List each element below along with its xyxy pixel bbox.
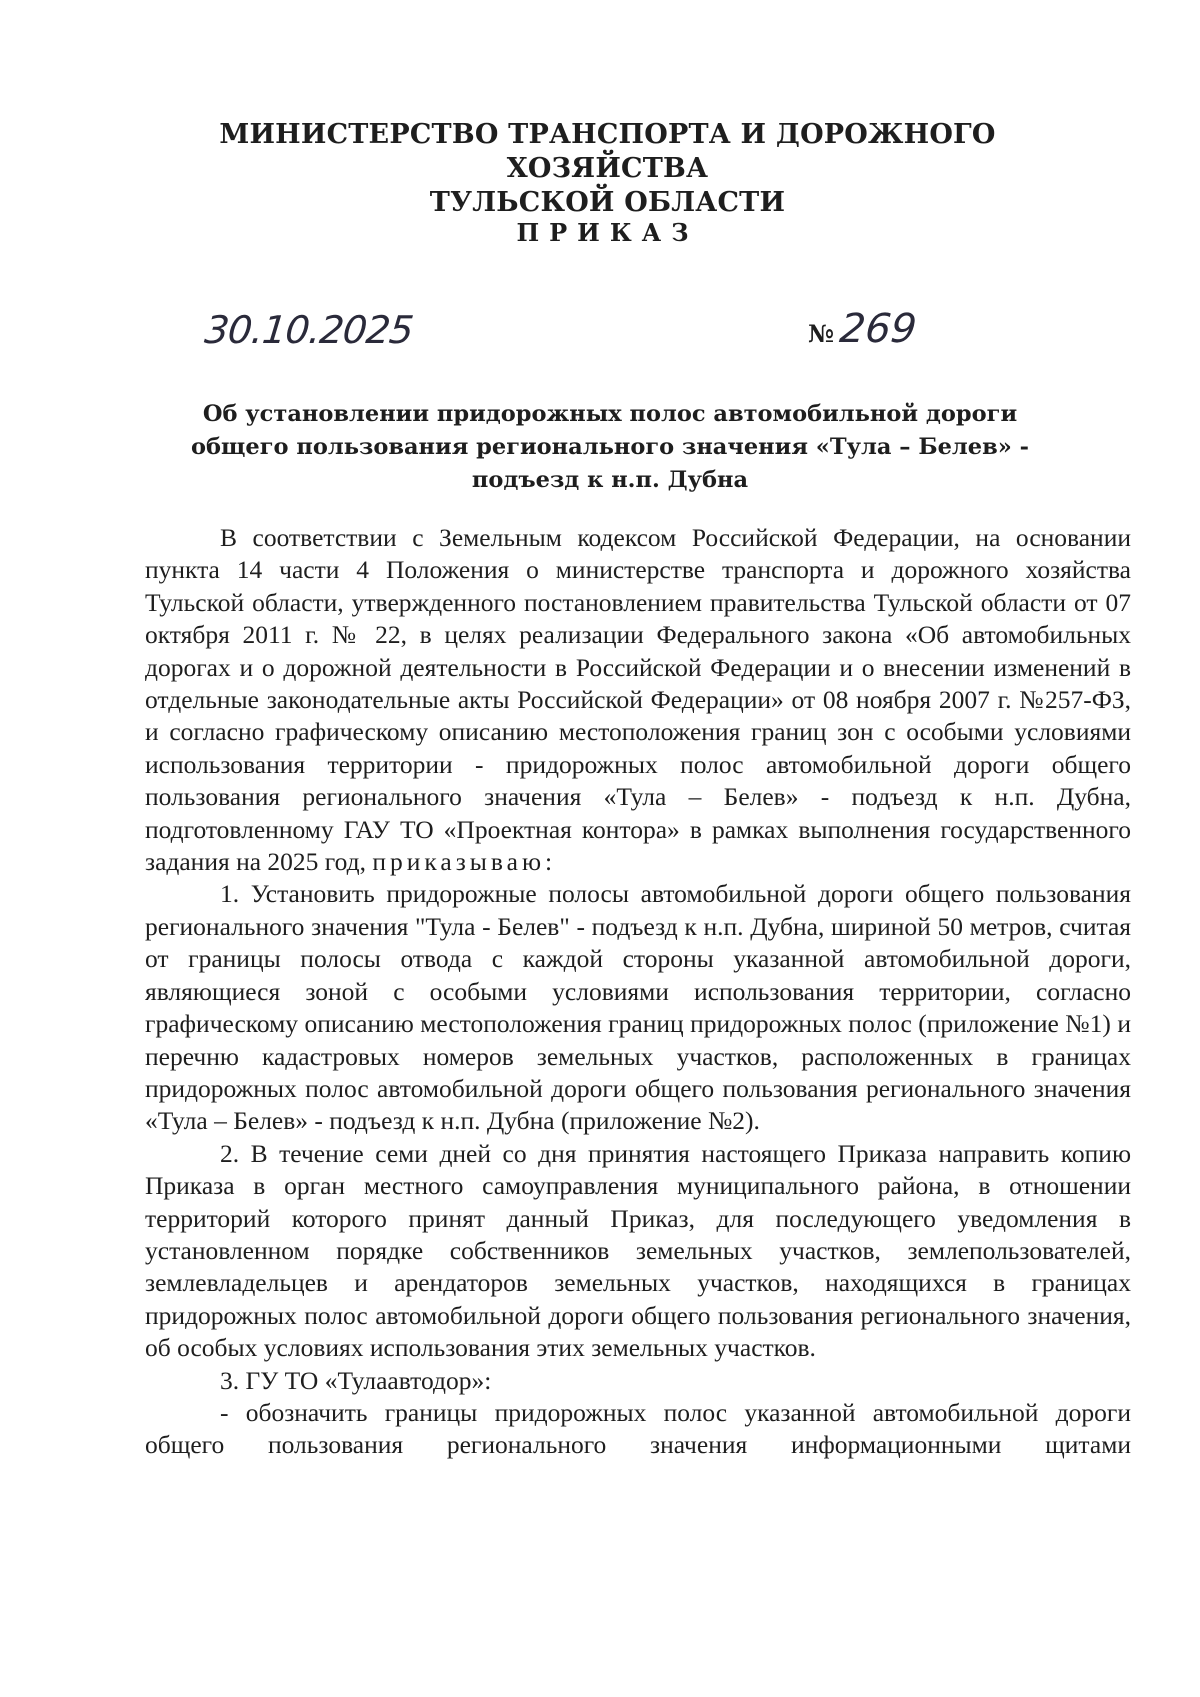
number-value: 269 — [837, 306, 919, 352]
ministry-line-2: ТУЛЬСКОЙ ОБЛАСТИ — [429, 187, 786, 218]
order-title: Об установлении придорожных полос автомобильной дороги общего пользования регионального значения «Тула – Белев» - подъезд к н.п. Дубна — [191, 401, 1029, 493]
preamble-paragraph — [145, 522, 1131, 878]
number-sign: № — [808, 319, 835, 348]
order-number — [808, 306, 919, 352]
item-3: 3. ГУ ТО «Тулаавтодор»: — [220, 1365, 492, 1395]
item-1: 1. Установить придорожные полосы автомобильной дороги общего пользования регионального значения "Тула - Белев" - подъезд к н.п. Дубна, шириной 50 метров, считая от границы полосы отвода с каждой стороны указанной автомобильной дороги, являющиеся зоной с особыми условиями использования территории, согласно графическому описанию местоположения границ придорожных полос (приложение №1) и перечню кадастровых номеров земельных участков, расположенных в границах придорожных полос автомобильной дороги общего пользования регионального значения «Тула – Белев» - подъезд к н.п. Дубна (приложение №2). — [145, 879, 1131, 1136]
order-body — [145, 522, 1131, 1462]
item-3-sub: - обозначить границы придорожных полос указанной автомобильной дороги общего пользования регионального значения информационными щитами — [145, 1397, 1131, 1460]
ministry-line-1: МИНИСТЕРСТВО ТРАНСПОРТА И ДОРОЖНОГО ХОЗЯЙСТВА — [219, 119, 996, 184]
preamble-text: В соответствии с Земельным кодексом Российской Федерации, на основании пункта 14 части 4 Положения о министерстве транспорта и дорожного хозяйства Тульской области, утвержденного постановлением правительства Тульской области от 07 октября 2011 г. № 22, в целях реализации Федерального закона «Об автомобильных дорогах и о дорожной деятельности в Российской Федерации и о внесении изменений в отдельные законодательные акты Российской Федерации» от 08 ноября 2007 г. №257-ФЗ, и согласно графическому описанию местоположения границ зон с особыми условиями использования территории - придорожных полос автомобильной дороги общего пользования регионального значения «Тула – Белев» - подъезд к н.п. Дубна, подготовленному ГАУ ТО «Проектная контора» в рамках выполнения государственного задания на 2025 год, — [145, 523, 1131, 877]
document-type: ПРИКАЗ — [516, 218, 699, 247]
item-2: 2. В течение семи дней со дня принятия настоящего Приказа направить копию Приказа в орган местного самоуправления муниципального района, в отношении территорий которого принят данный Приказ, для последующего уведомления в установленном порядке собственников земельных участков, землепользователей, землевладельцев и арендаторов земельных участков, находящихся в границах придорожных полос автомобильной дороги общего пользования регионального значения, об особых условиях использования этих земельных участков. — [145, 1138, 1131, 1363]
order-word: приказываю: — [372, 847, 557, 877]
order-date: 30.10.2025 — [202, 308, 415, 352]
ministry-header — [140, 118, 1075, 220]
